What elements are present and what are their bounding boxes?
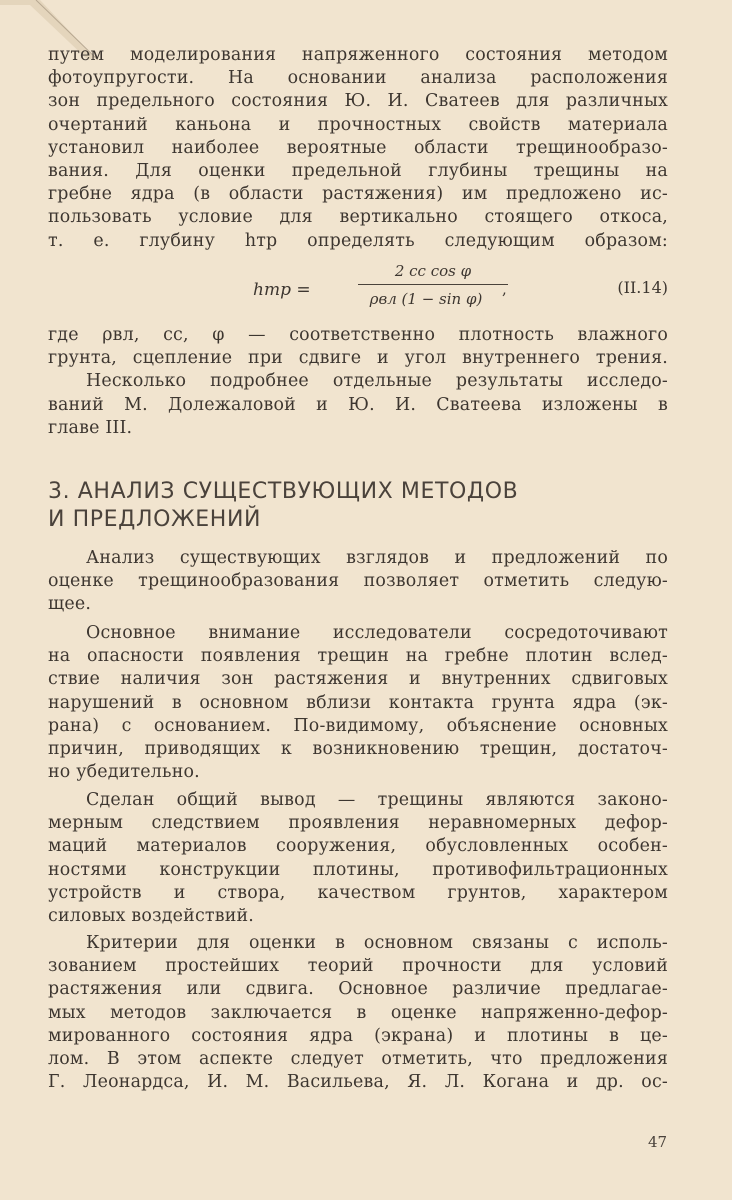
text-line: растяжения или сдвига. Основное различие предлагае- [48,979,668,1000]
text-line: маций материалов сооружения, обусловленных особен- [48,836,668,857]
where-paragraph [48,324,668,440]
formula-comma: , [502,280,507,298]
text-line: нарушений в основном вблизи контакта грунта ядра (эк- [48,692,668,713]
formula-lhs: hтр = [253,280,311,300]
text-line: зон предельного состояния Ю. И. Сватеев для различных [48,91,668,112]
text-line: устройств и створа, качеством грунтов, характером [48,882,668,903]
text-line: мерным следствием проявления неравномерных дефор- [48,813,668,834]
text-line: ствие наличия зон растяжения и внутренних сдвиговых [48,669,668,690]
text-line: Г. Леонардса, И. М. Васильева, Я. Л. Когана и др. ос- [48,1072,668,1093]
paragraph-4 [48,932,668,1094]
text-line: мых методов заключается в оценке напряженно-дефор- [48,1002,668,1023]
text-line: гребне ядра (в области растяжения) им предложено ис- [48,184,668,205]
text-line: главе III. [48,417,133,438]
text-line: т. е. глубину hтр определять следующим образом: [48,230,668,251]
text-line: пользовать условие для вертикально стоящего откоса, [48,207,668,228]
text-line: установил наиболее вероятные области трещинообразо- [48,137,668,158]
section-heading-line: И ПРЕДЛОЖЕНИЙ [48,507,262,532]
text-line: вания. Для оценки предельной глубины трещины на [48,161,668,182]
text-line: ваний М. Долежаловой и Ю. И. Сватеева изложены в [48,394,668,415]
text-line: Критерии для оценки в основном связаны с исполь- [86,933,668,953]
text-line: Несколько подробнее отдельные результаты исследо- [86,371,668,392]
text-line: мированного состояния ядра (экрана) и плотины в це- [48,1025,668,1046]
section-heading [48,478,668,534]
text-line: очертаний каньона и прочностных свойств материала [48,114,668,135]
formula-II-14 [48,262,668,322]
text-line: причин, приводящих к возникновению трещин, достаточ- [48,739,668,760]
equation-number: (II.14) [617,278,668,297]
page-number: 47 [648,1133,668,1151]
text-line: зованием простейших теорий прочности для условий [48,956,668,977]
text-line: Анализ существующих взглядов и предложений по [86,548,668,568]
text-line: щее. [48,594,92,615]
text-line: на опасности появления трещин на гребне плотин вслед- [48,646,668,667]
text-line: оценке трещинообразования позволяет отметить следую- [48,571,668,592]
paragraph-1 [48,547,668,617]
text-line: грунта, сцепление при сдвиге и угол внутреннего трения. [48,348,668,369]
intro-paragraph [48,44,668,253]
text-line: где ρвл, cс, φ — соответственно плотность влажного [48,325,668,345]
fraction-bar [358,284,508,285]
text-line: ностями конструкции плотины, противофильтрационных [48,859,668,880]
paragraph-2 [48,622,668,784]
text-line: лом. В этом аспекте следует отметить, что предложения [48,1049,668,1070]
text-line: рана) с основанием. По-видимому, объяснение основных [48,715,668,736]
text-line: силовых воздействий. [48,906,255,927]
text-line: путем моделирования напряженного состояния методом [48,45,668,65]
text-line: Основное внимание исследователи сосредоточивают [86,623,668,643]
section-heading-line: 3. АНАЛИЗ СУЩЕСТВУЮЩИХ МЕТОДОВ [48,479,519,504]
text-line: но убедительно. [48,762,200,783]
formula-numerator: 2 cс cos φ [394,262,472,280]
text-line: фотоупругости. На основании анализа расположения [48,68,668,89]
text-line: Сделан общий вывод — трещины являются законо- [86,790,668,810]
paragraph-3 [48,789,668,928]
formula-denominator: ρвл (1 − sin φ) [369,290,483,308]
